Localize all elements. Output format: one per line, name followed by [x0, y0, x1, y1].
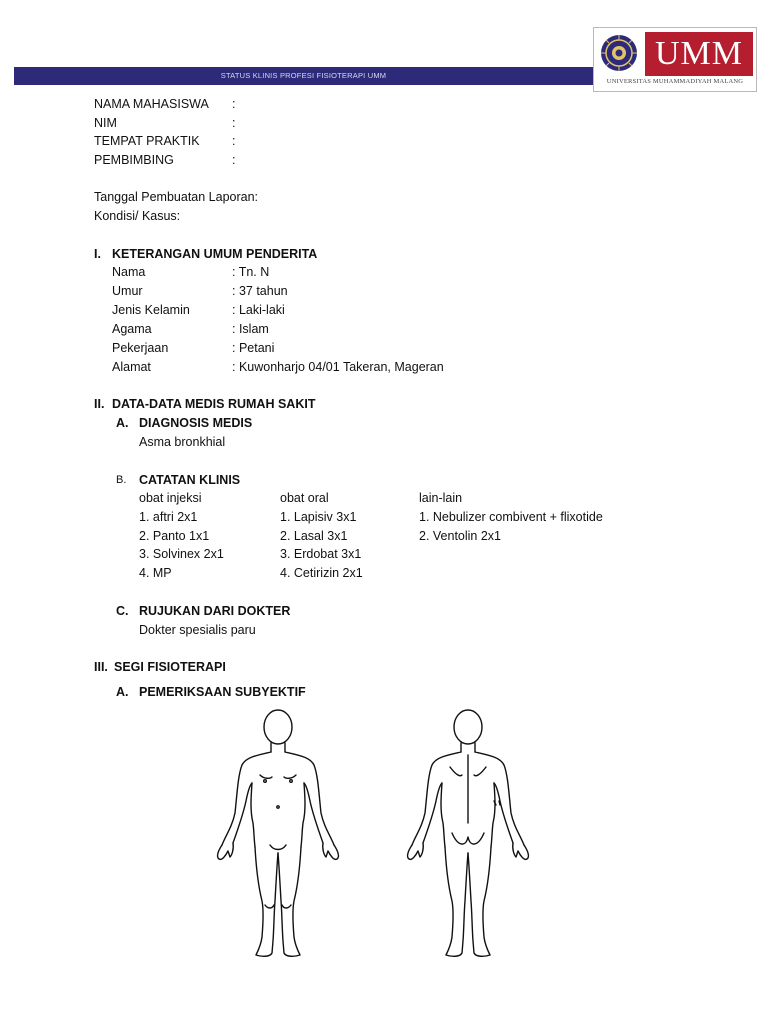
section1-title: KETERANGAN UMUM PENDERITA: [112, 247, 318, 261]
logo-subtext: UNIVERSITAS MUHAMMADIYAH MALANG: [606, 78, 744, 85]
patient-label-religion: Agama: [112, 322, 152, 336]
patient-label-address: Alamat: [112, 360, 151, 374]
patient-label-age: Umur: [112, 284, 143, 298]
section2c-letter: C.: [116, 604, 129, 618]
report-date-label: Tanggal Pembuatan Laporan:: [94, 190, 259, 204]
patient-label-job: Pekerjaan: [112, 341, 169, 355]
col-other-header: lain-lain: [419, 491, 463, 505]
patient-value-address: : Kuwonharjo 04/01 Takeran, Mageran: [232, 360, 444, 374]
patient-value-age: : 37 tahun: [232, 284, 288, 298]
patient-value-religion: : Islam: [232, 322, 269, 336]
student-sep-supervisor: :: [232, 153, 236, 167]
student-sep-place: :: [232, 134, 236, 148]
section2-number: II.: [94, 397, 105, 411]
patient-label-sex: Jenis Kelamin: [112, 303, 190, 317]
logo-wordmark: UMM: [645, 32, 753, 76]
student-label-nim: NIM: [94, 116, 117, 130]
patient-value-job: : Petani: [232, 341, 275, 355]
col-injection-header: obat injeksi: [139, 491, 202, 505]
section2b-title: CATATAN KLINIS: [139, 473, 241, 487]
injection-item: 3. Solvinex 2x1: [139, 547, 224, 561]
oral-item: 3. Erdobat 3x1: [280, 547, 362, 561]
oral-item: 2. Lasal 3x1: [280, 529, 348, 543]
student-sep-name: :: [232, 97, 236, 111]
section2-title: DATA-DATA MEDIS RUMAH SAKIT: [112, 397, 316, 411]
oral-item: 4. Cetirizin 2x1: [280, 566, 363, 580]
injection-item: 2. Panto 1x1: [139, 529, 210, 543]
student-label-supervisor: PEMBIMBING: [94, 153, 174, 167]
student-label-place: TEMPAT PRAKTIK: [94, 134, 200, 148]
patient-value-name: : Tn. N: [232, 265, 270, 279]
section3a-title: PEMERIKSAAN SUBYEKTIF: [139, 685, 306, 699]
student-sep-nim: :: [232, 116, 236, 130]
section1-number: I.: [94, 247, 101, 261]
section2a-letter: A.: [116, 416, 129, 430]
other-item: 1. Nebulizer combivent + flixotide: [419, 510, 603, 524]
injection-item: 4. MP: [139, 566, 172, 580]
patient-label-name: Nama: [112, 265, 146, 279]
back-body-outline: [408, 710, 529, 956]
col-oral-header: obat oral: [280, 491, 329, 505]
front-body-outline: [218, 710, 339, 956]
diagnosis-text: Asma bronkhial: [139, 435, 226, 449]
other-item: 2. Ventolin 2x1: [419, 529, 502, 543]
section3-number: III.: [94, 660, 108, 674]
injection-item: 1. aftri 2x1: [139, 510, 198, 524]
section2b-letter: B.: [116, 474, 127, 486]
section2a-title: DIAGNOSIS MEDIS: [139, 416, 253, 430]
section2c-title: RUJUKAN DARI DOKTER: [139, 604, 291, 618]
report-case-label: Kondisi/ Kasus:: [94, 209, 181, 223]
student-label-name: NAMA MAHASISWA: [94, 97, 209, 111]
body-chart-figure: [210, 705, 540, 965]
header-band-text: STATUS KLINIS PROFESI FISIOTERAPI UMM: [220, 71, 387, 80]
section3-title: SEGI FISIOTERAPI: [114, 660, 226, 674]
university-seal-icon: [599, 33, 639, 73]
patient-value-sex: : Laki-laki: [232, 303, 285, 317]
section3a-letter: A.: [116, 685, 129, 699]
oral-item: 1. Lapisiv 3x1: [280, 510, 357, 524]
referral-text: Dokter spesialis paru: [139, 623, 256, 637]
